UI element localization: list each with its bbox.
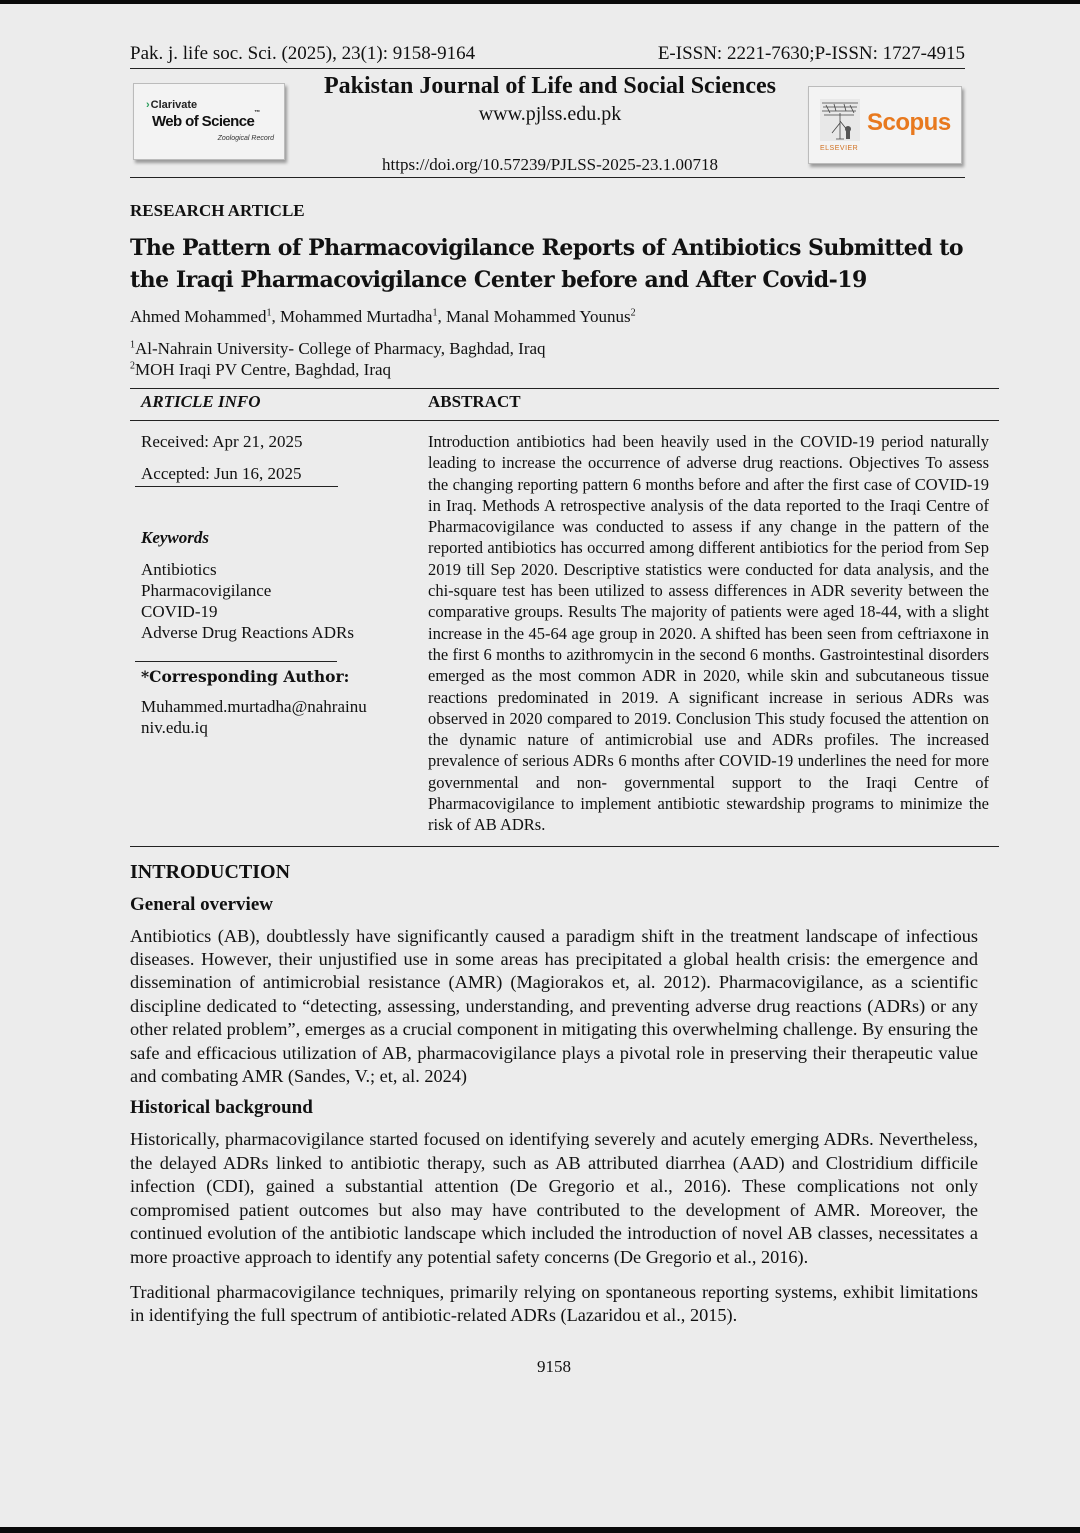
body-paragraph: Traditional pharmacovigilance techniques, primarily relying on spontaneous reporting systems, exhibit limitations in identifying the full spectrum of antibiotic-related ADRs (Lazaridou et al., 2015). <box>130 1281 978 1326</box>
page-number: 9158 <box>537 1356 571 1376</box>
journal-citation <box>130 42 965 66</box>
citation-volume: Pak. j. life soc. Sci. (2025), 23(1): 9158-9164 <box>130 43 476 64</box>
accepted-date: Accepted: Jun 16, 2025 <box>141 464 302 483</box>
doi-link[interactable]: https://doi.org/10.57239/PJLSS-2025-23.1.00718 <box>382 155 718 174</box>
citation-issn: E-ISSN: 2221-7630;P-ISSN: 1727-4915 <box>657 43 965 64</box>
received-date: Received: Apr 21, 2025 <box>141 432 303 451</box>
keyword-item: Pharmacovigilance <box>141 581 272 600</box>
affiliation-item: $^1$Al-Nahrain University- College of Pharmacy, Baghdad, Iraq <box>130 339 546 358</box>
keywords-rule <box>135 661 337 662</box>
wos-subtitle: Zoological Record <box>217 135 274 142</box>
section-heading: Historical background <box>130 1097 313 1119</box>
journal-identity <box>295 69 805 175</box>
section-heading: General overview <box>130 893 273 915</box>
body-paragraph: Historically, pharmacovigilance started focused on identifying severely and acutely emerging ADRs. Nevertheless, the delayed ADRs linked to antibiotic therapy, such as AB attributed diarrhea (AAD) and Clostridium difficile infection (CDI), gained a substantial attention (De Gregorio et al., 2016). These complications not only compromised patient outcomes but also may have contributed to the development of AMR. Moreover, the continued evolution of the antibiotic landscape which included the introduction of novel AB classes, necessitates a more proactive approach to identify any potential safety concerns (De Gregorio et al., 2016). <box>130 1129 978 1267</box>
journal-url[interactable]: www.pjlss.edu.pk <box>478 103 622 125</box>
article-info-column <box>130 421 417 846</box>
keyword-item: COVID-19 <box>141 602 218 621</box>
scopus-wordmark: Scopus <box>867 109 951 136</box>
corresponding-author-heading: *Corresponding Author: <box>141 667 350 686</box>
journal-masthead <box>130 69 965 175</box>
article-title: The Pattern of Pharmacovigilance Reports of Antibiotics Submitted to the Iraqi Pharmacovigilance Center before and After Covid-19 <box>130 235 964 293</box>
abstract-heading: ABSTRACT <box>417 389 999 421</box>
keyword-item: Antibiotics <box>141 560 217 579</box>
paper-page <box>130 0 999 1418</box>
article-info-heading: ARTICLE INFO <box>130 389 417 421</box>
author-name: Ahmed Mohammed <box>130 307 267 326</box>
author-list: Ahmed Mohammed$^1$, Mohammed Murtadha$^1$, Manal Mohammed Younus$^2$ <box>130 307 636 326</box>
keyword-list <box>141 559 417 643</box>
corresponding-email[interactable]: Muhammed.murtadha@nahrainu niv.edu.iq <box>141 697 367 737</box>
author-name: Mohammed Murtadha <box>279 307 433 326</box>
abstract-text: Introduction antibiotics had been heavily used in the COVID-19 period naturally leading to increase the occurrence of adverse drug reactions. Objectives To assess the changing reporting pattern 6 months before and after the first case of COVID-19 in Iraq. Methods A retrospective analysis of the data reported to the Iraqi Centre of Pharmacovigilance was conducted to assess if any change in the pattern of the reported antibiotics has occurred among different antibiotics for the period from Sep 2019 till Sep 2020. Descriptive statistics were conducted for data analysis, and the chi-square test has been utilized to assess differences in ADR severity between the comparative groups. Results The majority of patients were aged 18-44, with a slight increase in the 45-64 age group in 2020. A shifted has been seen from ceftriaxone in the first 6 months to azithromycin in the second 6 months. Gastrointestinal disorders emerged as the most common ADR in 2020, while skin and subcutaneous tissue reactions predominated in 2019. A significant increase in serious ADRs was observed in 2020 compared to 2019. Conclusion This study focused the attention on the dynamic nature of antimicrobial use and ADRs profiles. The increased prevalence of serious ADRs 6 months after COVID-19 underlines the need for more governmental and non- governmental support to the Iraqi Centre of Pharmacovigilance to implement antibiotic stewardship programs to minimize the risk of AB ADRs. <box>428 432 989 835</box>
bottom-border <box>0 1527 1080 1533</box>
dates-rule <box>135 486 338 487</box>
clarivate-brand: ›Clarivate <box>146 99 198 111</box>
keywords-heading: Keywords <box>141 528 209 547</box>
body-paragraph: Antibiotics (AB), doubtlessly have significantly caused a paradigm shift in the treatment landscape of infectious diseases. However, their unjustified use in some areas has precipitated a global health crisis: the emergence and dissemination of antimicrobial resistance (AMR) (Magiorakos et, al. 2012). Pharmacovigilance, as a scientific discipline dedicated to “detecting, assessing, understanding, and preventing adverse drug reactions (ADRs) or any other related problem”, emerges as a crucial component in mitigating this overwhelming challenge. By ensuring the safe and efficacious utilization of AB, pharmacovigilance plays a pivotal role in preserving their therapeutic value and combating AMR (Sandes, V.; et, al. 2024) <box>130 925 978 1087</box>
article-type: RESEARCH ARTICLE <box>130 201 305 220</box>
author-affiliation-mark: 2 <box>630 307 636 319</box>
elsevier-tree-icon <box>820 99 860 141</box>
scopus-logo <box>808 86 962 164</box>
author-affiliation-mark: 1 <box>266 307 272 319</box>
clarivate-chevron-icon: › <box>146 99 150 111</box>
header-rule-bottom <box>130 177 965 178</box>
article-info-abstract-box <box>130 388 999 847</box>
web-of-science-logo <box>133 83 285 160</box>
affiliations <box>130 338 999 380</box>
introduction-heading: INTRODUCTION <box>130 860 291 883</box>
journal-name: Pakistan Journal of Life and Social Sciences <box>323 73 777 99</box>
elsevier-label: ELSEVIER <box>820 145 859 152</box>
wos-title: Web of Science™ <box>152 110 260 130</box>
author-affiliation-mark: 1 <box>432 307 438 319</box>
keyword-item: Adverse Drug Reactions ADRs <box>141 623 354 642</box>
author-name: Manal Mohammed Younus <box>445 307 631 326</box>
affiliation-item: $^2$MOH Iraqi PV Centre, Baghdad, Iraq <box>130 360 392 379</box>
